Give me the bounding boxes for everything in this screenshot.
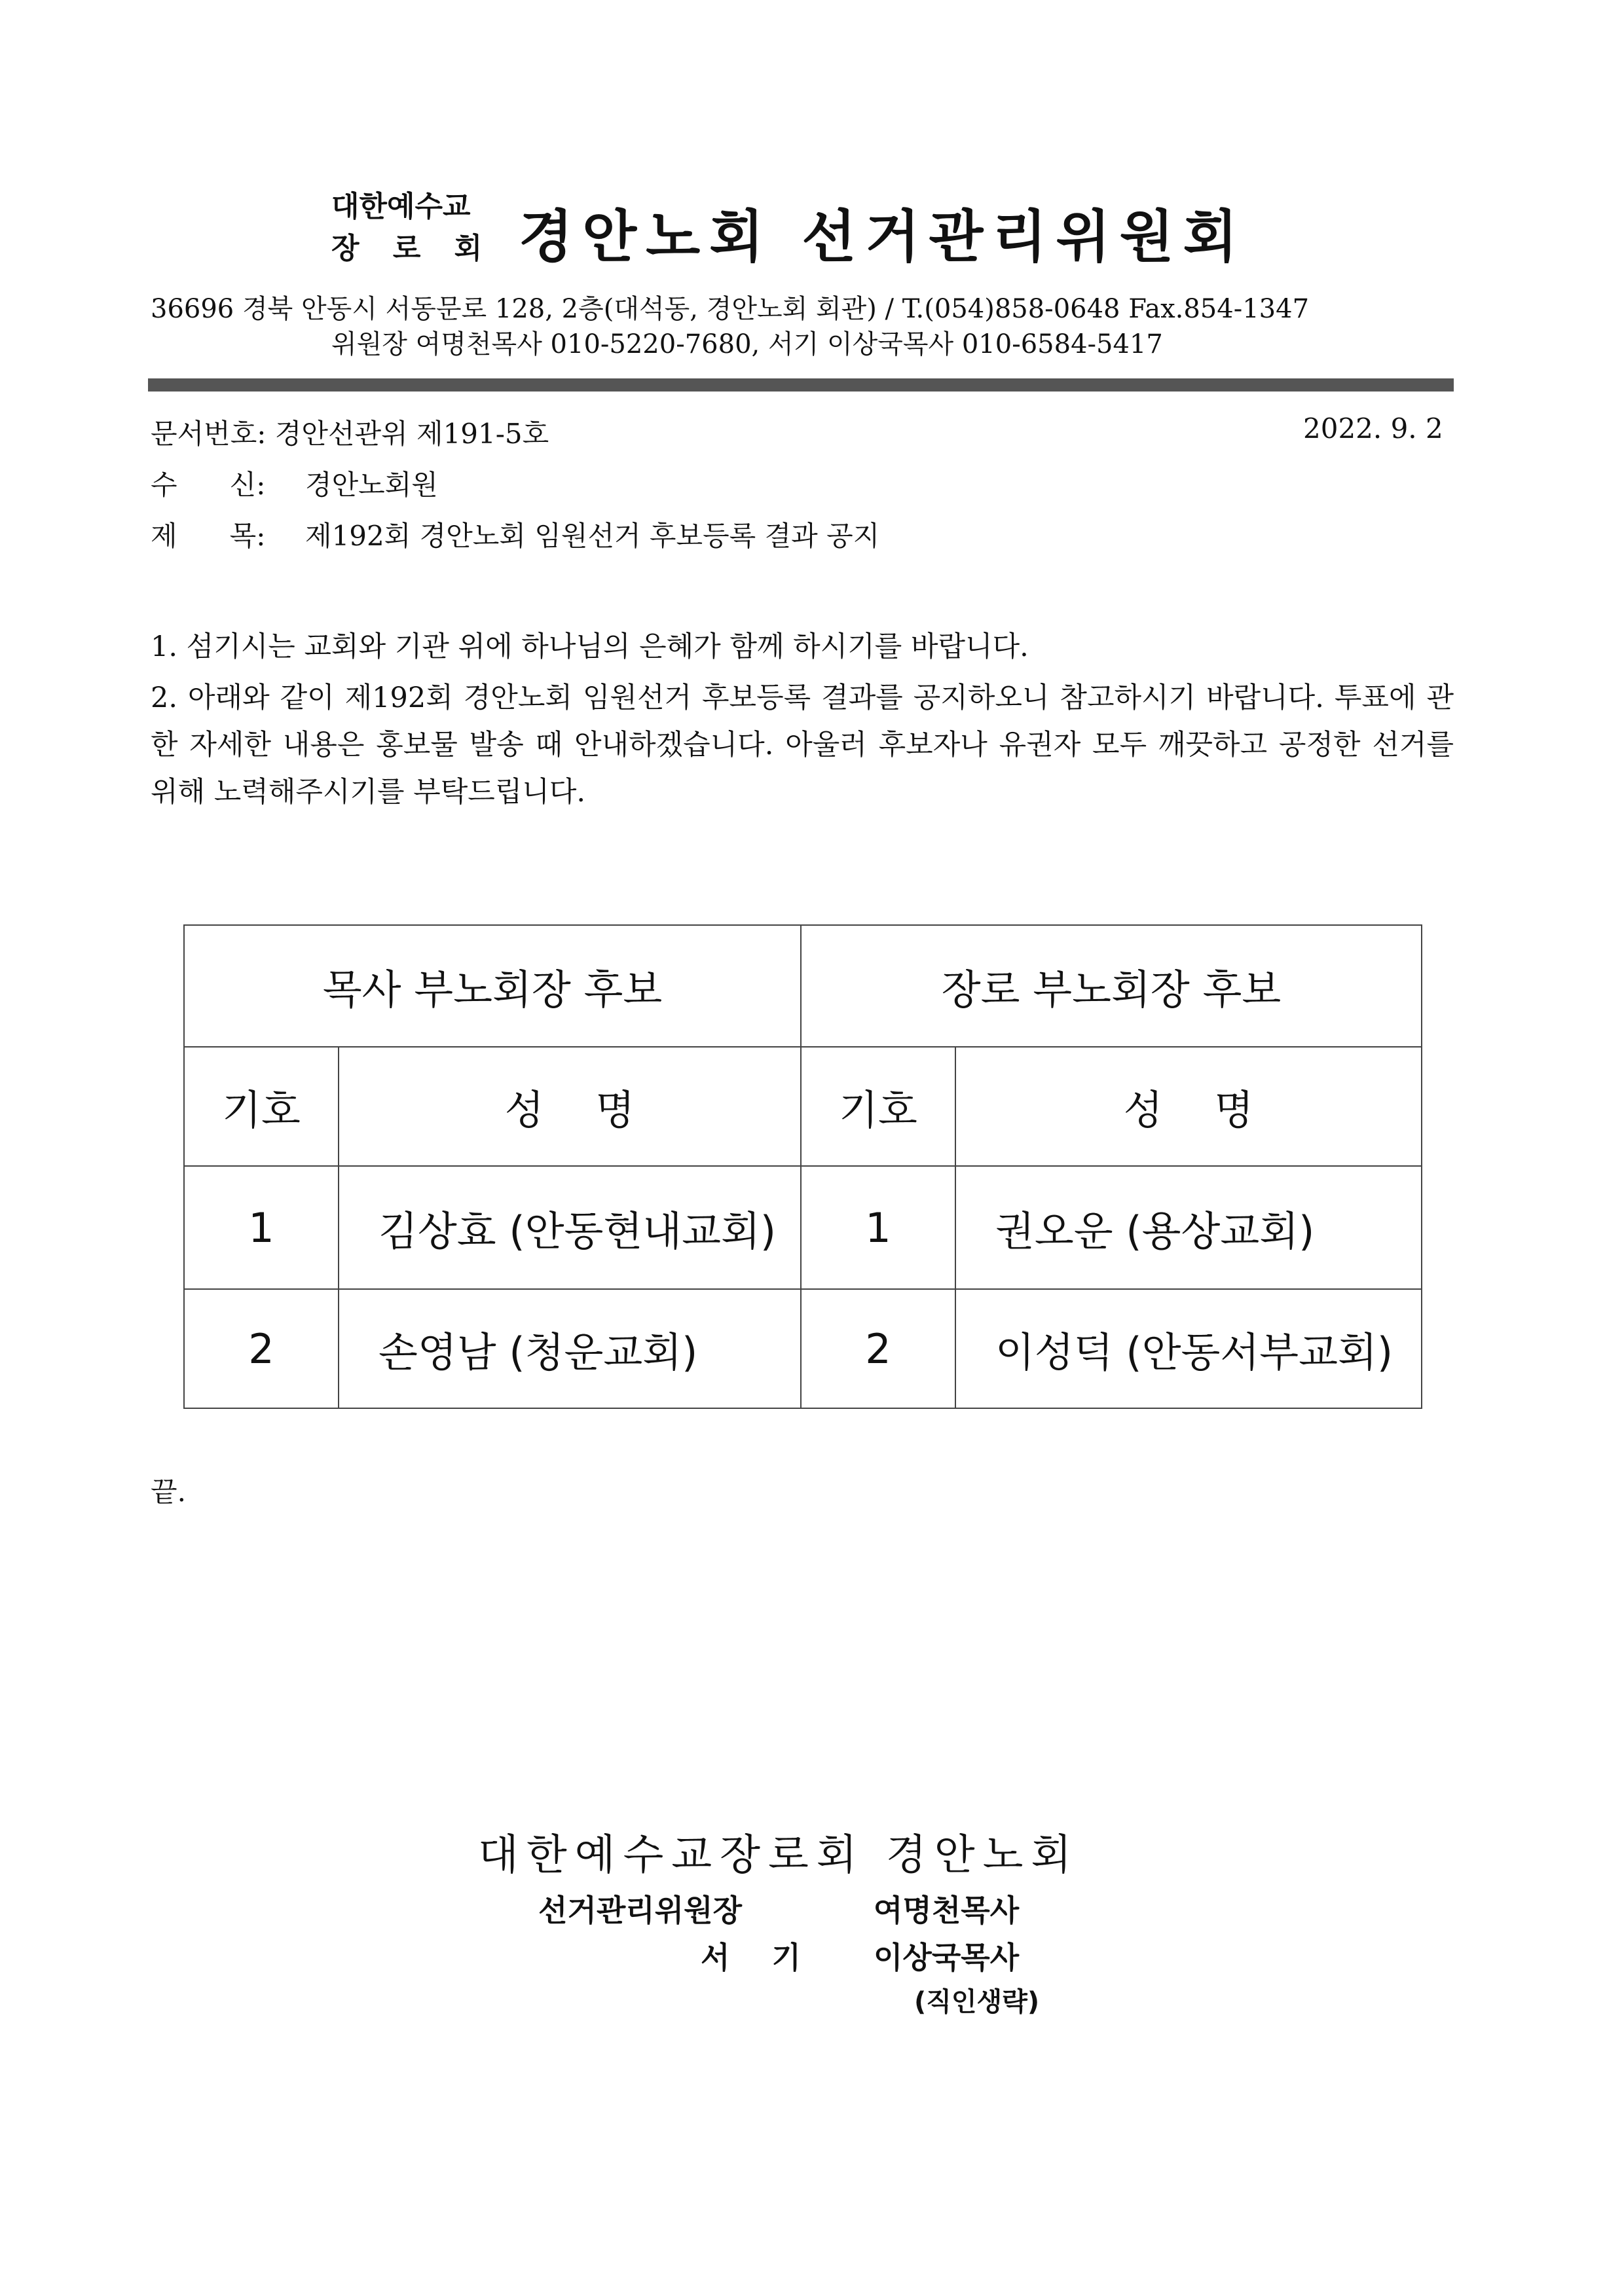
- table-row: [184, 1289, 1422, 1408]
- signature-organization: 대한예수교장로회 경안노회: [478, 1831, 1080, 1880]
- table-cell: 손영남 (청운교회): [339, 1289, 801, 1408]
- paragraph-2: 2. 아래와 같이 제192회 경안노회 임원선거 후보등록 결과를 공지하오니 참고하시기 바랍니다. 투표에 관한 자세한 내용은 홍보물 발송 때 안내하겠습니다. 아울러 후보자나 유권자 모두 깨끗하고 공정한 선거를 위해 노력해주시기를 부탁드립니다.: [151, 682, 1454, 809]
- col-name-header: 성 명: [955, 1047, 1422, 1166]
- table-cell: 김상효 (안동현내교회): [339, 1166, 801, 1289]
- paragraph-1: 1. 섬기시는 교회와 기관 위에 하나님의 은혜가 함께 하시기를 바랍니다.: [151, 630, 1029, 663]
- subject: 제192회 경안노회 임원선거 후보등록 결과 공지: [305, 520, 880, 552]
- secretary-title: 서 기: [701, 1940, 801, 1975]
- subject-label: 제 목:: [151, 520, 266, 552]
- col-number-header: 기호: [801, 1047, 955, 1166]
- table-cell: 2: [801, 1289, 955, 1408]
- end-mark: 끝.: [151, 1476, 186, 1508]
- document-number: 문서번호: 경안선관위 제191-5호: [151, 418, 549, 450]
- header-divider: [148, 378, 1454, 392]
- recipient-label: 수 신:: [151, 469, 266, 501]
- chair-title: 선거관리위원장: [538, 1893, 743, 1928]
- secretary-name: 이상국목사: [874, 1940, 1020, 1975]
- col-name-header: 성 명: [339, 1047, 801, 1166]
- recipient: 경안노회원: [305, 469, 438, 501]
- org-name-line1: 대한예수교: [331, 190, 471, 223]
- seal-omitted-note: (직인생략): [914, 1987, 1040, 2017]
- document-issuer-title: 경안노회 선거관리위원회: [519, 204, 1247, 270]
- contacts-line: 위원장 여명천목사 010-5220-7680, 서기 이상국목사 010-6584-5417: [331, 329, 1163, 359]
- org-name-line2: 장 로 회: [331, 232, 494, 265]
- table-cell: 이성덕 (안동서부교회): [955, 1289, 1422, 1408]
- table-cell: 권오운 (용상교회): [955, 1166, 1422, 1289]
- pastor-candidates-header: 목사 부노회장 후보: [184, 925, 801, 1047]
- document-date: 2022. 9. 2: [1303, 412, 1443, 445]
- candidate-table: [183, 924, 1422, 1409]
- address-line: 36696 경북 안동시 서동문로 128, 2층(대석동, 경안노회 회관) / T.(054)858-0648 Fax.854-1347: [151, 294, 1310, 324]
- chair-name: 여명천목사: [874, 1893, 1020, 1928]
- table-row: [184, 1166, 1422, 1289]
- table-cell: 2: [184, 1289, 339, 1408]
- elder-candidates-header: 장로 부노회장 후보: [801, 925, 1422, 1047]
- table-cell: 1: [184, 1166, 339, 1289]
- table-cell: 1: [801, 1166, 955, 1289]
- col-number-header: 기호: [184, 1047, 339, 1166]
